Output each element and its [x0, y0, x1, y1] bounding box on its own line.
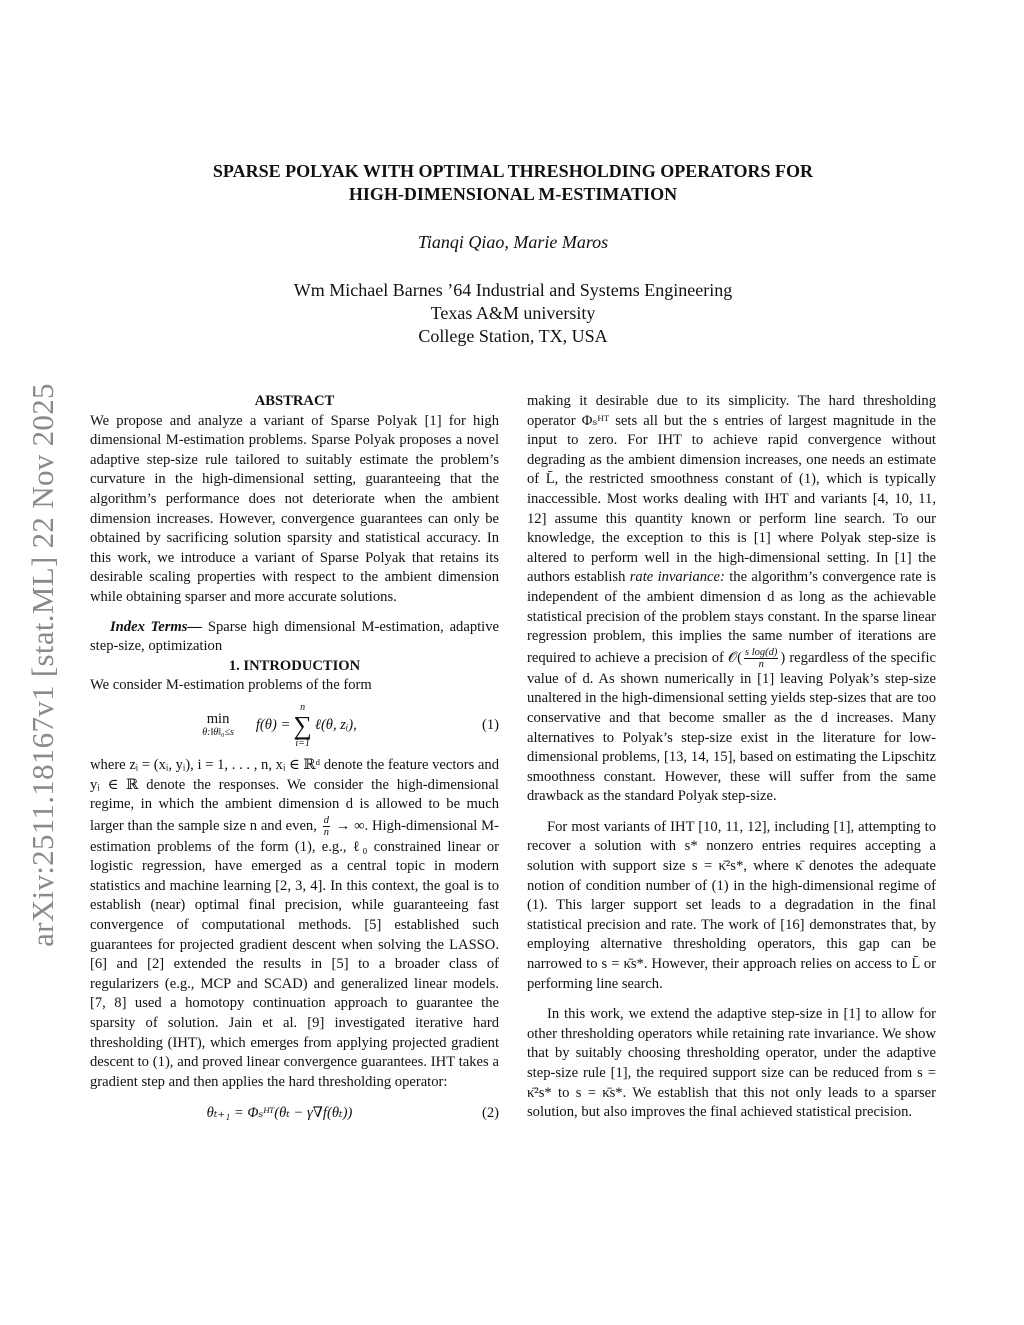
equation-2-number: (2)	[481, 1105, 499, 1122]
min-op-text: min	[206, 710, 230, 727]
author-affiliation	[90, 279, 936, 348]
right-column	[527, 392, 936, 1123]
introduction-paragraph-1	[90, 756, 499, 1093]
right-para1-part-a: making it desirable due to its simplicity. The hard thresholding operator Φₛᴴᵀ sets all but the s entries of largest magnitude in the input to zero. For IHT to achieve rapid convergence without degrading as the ambient dimension increases, one needs an estimate of L̄, the restricted smoothness constant of (1), which is typically inaccessible. Most works dealing with IHT and variants [4, 10, 11, 12] assume this quantity known or perform line search. To our knowledge, the exception to this is [1] where Polyak step-size is altered to perform well in the high-dimensional setting. In [1] the authors establish	[527, 393, 936, 586]
equation-1	[90, 702, 499, 750]
arxiv-identifier-stamp	[22, 360, 64, 970]
precision-fraction-denominator: n	[758, 658, 764, 670]
sum-lower-limit: i=1	[295, 737, 310, 749]
sum-operator	[293, 702, 312, 750]
right-paragraph-2: For most variants of IHT [10, 11, 12], including [1], attempting to recover a solution with s* nonzero entries requires accepting a solution with support size s = κ̄²s*, where κ̄ denotes the adequate notion of condition number of (1) in the high-dimensional regime of (1). This larger support set leads to a degradation in the final statistical precision and rate. The work of [16] demonstrates that, by employing alternative thresholding operators, this gap can be narrowed to s = κ̄s*. However, their approach relies on access to L̄ or performing line search.	[527, 818, 936, 992]
title-line-1: SPARSE POLYAK WITH OPTIMAL THRESHOLDING OPERATORS FOR	[212, 161, 814, 181]
abstract-body: We propose and analyze a variant of Sparse Polyak [1] for high dimensional M-estimation problems. Sparse Polyak proposes a novel adaptive step-size rule tailored to suitably estimate the problem’s curvature in the high-dimensional setting, guaranteeing that the algorithm’s performance does not deteriorate when the ambient dimension increases. However, convergence guarantees can only be obtained by sacrificing solution sparsity and statistical accuracy. In this work, we introduce a variant of Sparse Polyak that retains its desirable scaling properties with respect to the ambient dimension while obtaining sparser and more accurate solutions.	[90, 412, 499, 605]
min-operator	[202, 712, 234, 740]
paper-authors: Tianqi Qiao, Marie Maros	[417, 232, 609, 252]
equation-1-number: (1)	[481, 717, 499, 734]
precision-fraction-numerator: s log(d)	[745, 646, 778, 658]
fraction-denominator: n	[323, 826, 329, 838]
affiliation-line-2: Texas A&M university	[430, 303, 596, 323]
s-log-d-over-n-fraction	[744, 647, 778, 670]
right-para1-part-c: ) regardless of the specific value of d. As shown numerically in [1] leaving Polyak’s step-size unaltered in the high-dimensional setting yields step-sizes that are too conservative and that become smaller as the d increases. Many alternatives to Polyak’s step-size exist in the literature for low-dimensional problems, [13, 14, 15], based on estimating the Lipschitz smoothness constant. However, these will suffer from the same drawback as the standard Polyak step-size.	[527, 649, 936, 805]
right-para1-part-b: the algorithm’s convergence rate is independent of the ambient dimension d as long as the achievable statistical precision of the problem stays constant. In the sparse linear regression problem, this implies the same number of iterations are required to achieve a precision of 𝒪(	[527, 569, 936, 666]
introduction-lead: We consider M-estimation problems of the form	[90, 677, 372, 694]
sum-symbol: ∑	[293, 710, 312, 740]
d-over-n-fraction	[323, 815, 330, 838]
introduction-heading: 1. INTRODUCTION	[228, 657, 361, 674]
right-paragraph-1	[527, 392, 936, 807]
intro-para1-text: where zᵢ = (xᵢ, yᵢ), i = 1, . . . , n, xᵢ ∈ ℝᵈ denote the feature vectors and yᵢ ∈ ℝ denote the responses. We consider the high-dimensional regime, in which the ambient dimension d is allowed to be much larger than the sample size n and even,	[90, 756, 499, 834]
equation-2	[90, 1104, 499, 1124]
fraction-numerator: d	[323, 814, 329, 826]
affiliation-line-3: College Station, TX, USA	[418, 326, 608, 346]
index-terms	[90, 618, 499, 657]
equation-1-body	[90, 702, 469, 750]
affiliation-line-1: Wm Michael Barnes ’64 Industrial and Systems Engineering	[293, 280, 733, 300]
abstract-heading: ABSTRACT	[254, 393, 335, 409]
paper-title	[90, 160, 936, 206]
intro-para1-continued: → ∞. High-dimensional M-estimation problems of the form (1), e.g., ℓ₀ constrained linear or logistic regression, have emerged as a central topic in modern statistics and machine learning [2, 3, 4]. In this context, the goal is to establish (near) optimal final precision, while guaranteeing fast convergence of computational methods. [5] established such guarantees for projected gradient descent when solving the LASSO. [6] and [2] extended the results in [5] to a broader class of regularizers (e.g., MCP and SCAD) and generalized linear models. [7, 8] used a homotopy continuation approach to guarantee the sparsity of solution. Jain et al. [9] investigated iterative hard thresholding (IHT), which emerges from applying projected gradient descent to (1), and proved linear convergence guarantees. IHT takes a gradient step and then applies the hard thresholding operator:	[90, 817, 499, 1090]
index-terms-text: Sparse high dimensional M-estimation, adaptive step-size, optimization	[90, 618, 500, 655]
left-column	[90, 392, 499, 1130]
arxiv-id-text: arXiv:2511.18167v1 [stat.ML] 22 Nov 2025	[25, 383, 61, 947]
sum-upper-limit: n	[300, 701, 306, 713]
equation-2-body: θₜ₊₁ = Φₛᴴᵀ(θₜ − γ∇f(θₜ))	[206, 1105, 353, 1122]
rate-invariance-term: rate invariance:	[629, 569, 725, 586]
index-terms-label: Index Terms—	[110, 618, 203, 635]
right-paragraph-3: In this work, we extend the adaptive step-size in [1] to allow for other thresholding operators while retaining rate invariance. We show that by suitably choosing thresholding operator, under the adaptive step-size rule [1], the required support size can be reduced from s = κ̄²s* to s = κ̄s*. We establish that this not only leads to a sparser solution, but also improves the final achieved statistical precision.	[527, 1006, 936, 1121]
title-line-2: HIGH-DIMENSIONAL M-ESTIMATION	[348, 184, 678, 204]
min-op-constraint: θ:‖θ‖₀≤s	[202, 726, 234, 738]
equation-1-rhs: ℓ(θ, zᵢ),	[314, 717, 357, 734]
equation-1-lhs: f(θ) =	[255, 717, 291, 734]
